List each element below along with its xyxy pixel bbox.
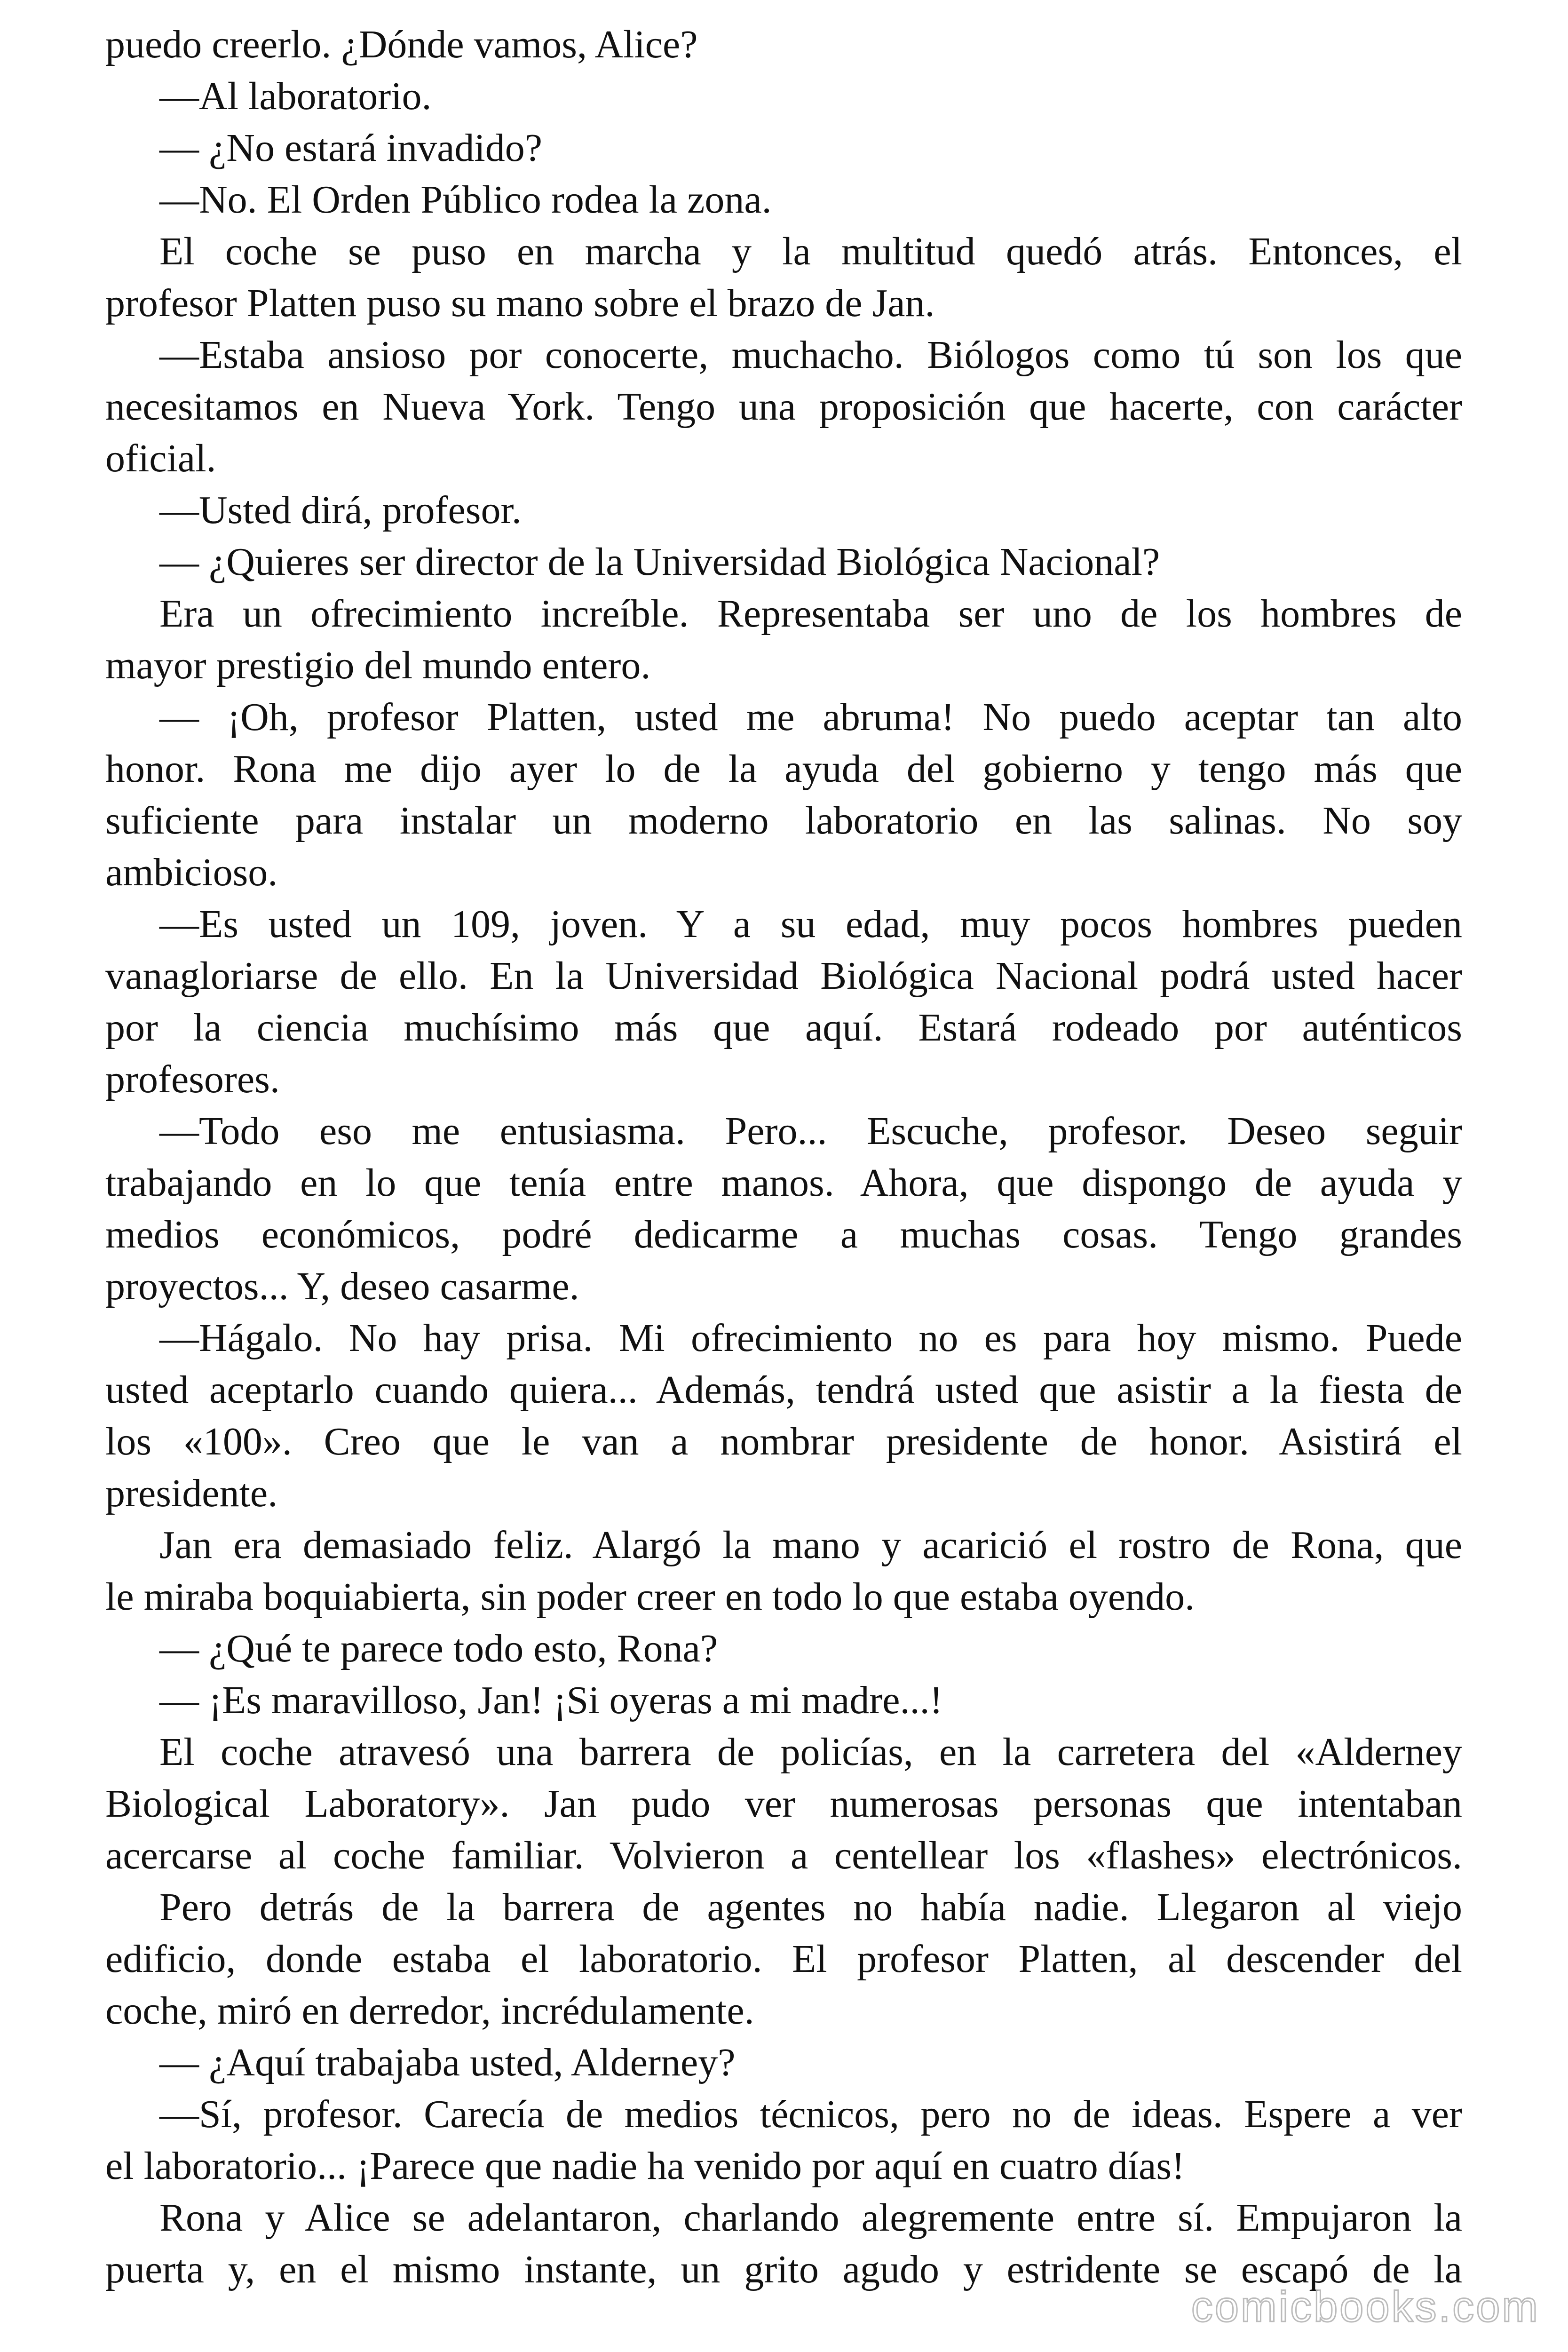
text-line: — ¿Quieres ser director de la Universidad Biológica Nacional?	[159, 540, 1160, 584]
text-line: le miraba boquiabierta, sin poder creer en todo lo que estaba oyendo.	[105, 1575, 1195, 1619]
text-line: usted aceptarlo cuando quiera... Además, tendrá usted que asistir a la fiesta de	[105, 1368, 1462, 1412]
text-line: los «100». Creo que le van a nombrar presidente de honor. Asistirá el	[105, 1420, 1462, 1463]
text-line: vanagloriarse de ello. En la Universidad Biológica Nacional podrá usted hacer	[105, 954, 1462, 998]
text-line: edificio, donde estaba el laboratorio. El profesor Platten, al descender del	[105, 1937, 1462, 1981]
text-line: profesor Platten puso su mano sobre el brazo de Jan.	[105, 281, 935, 325]
text-line: coche, miró en derredor, incrédulamente.	[105, 1989, 754, 2033]
text-line: — ¡Oh, profesor Platten, usted me abruma! No puedo aceptar tan alto	[159, 695, 1462, 739]
text-line: —Estaba ansioso por conocerte, muchacho. Biólogos como tú son los que	[159, 333, 1462, 377]
text-line: Biological Laboratory». Jan pudo ver numerosas personas que intentaban	[105, 1782, 1462, 1826]
text-line: suficiente para instalar un moderno laboratorio en las salinas. No soy	[105, 799, 1462, 842]
text-line: mayor prestigio del mundo entero.	[105, 644, 651, 687]
text-line: — ¿Qué te parece todo esto, Rona?	[159, 1627, 718, 1670]
text-line: —Al laboratorio.	[159, 74, 432, 118]
text-line: oficial.	[105, 437, 216, 480]
text-line: — ¿No estará invadido?	[159, 126, 543, 170]
text-line: trabajando en lo que tenía entre manos. Ahora, que dispongo de ayuda y	[105, 1161, 1462, 1205]
text-line: por la ciencia muchísimo más que aquí. Estará rodeado por auténticos	[105, 1006, 1462, 1049]
text-line: — ¡Es maravilloso, Jan! ¡Si oyeras a mi madre...!	[159, 1678, 943, 1722]
text-line: Era un ofrecimiento increíble. Representaba ser uno de los hombres de	[159, 592, 1462, 636]
book-page-text	[105, 19, 1462, 2296]
text-line: necesitamos en Nueva York. Tengo una proposición que hacerte, con carácter	[105, 385, 1462, 429]
text-line: —Usted dirá, profesor.	[159, 488, 522, 532]
text-line: ambicioso.	[105, 850, 278, 894]
text-line: —No. El Orden Público rodea la zona.	[159, 178, 772, 222]
text-line: presidente.	[105, 1471, 278, 1515]
text-line: —Todo eso me entusiasma. Pero... Escuche, profesor. Deseo seguir	[159, 1109, 1462, 1153]
text-line: Pero detrás de la barrera de agentes no había nadie. Llegaron al viejo	[159, 1885, 1462, 1929]
text-line: medios económicos, podré dedicarme a muchas cosas. Tengo grandes	[105, 1213, 1462, 1256]
text-line: —Hágalo. No hay prisa. Mi ofrecimiento no es para hoy mismo. Puede	[159, 1316, 1462, 1360]
text-line: puerta y, en el mismo instante, un grito agudo y estridente se escapó de la	[105, 2248, 1462, 2291]
text-line: —Sí, profesor. Carecía de medios técnicos, pero no de ideas. Espere a ver	[159, 2092, 1462, 2136]
watermark: comicbooks.com	[1191, 2283, 1540, 2331]
text-line: puedo creerlo. ¿Dónde vamos, Alice?	[105, 23, 698, 66]
text-line: Jan era demasiado feliz. Alargó la mano y acarició el rostro de Rona, que	[159, 1523, 1462, 1567]
text-line: El coche se puso en marcha y la multitud quedó atrás. Entonces, el	[159, 230, 1462, 273]
text-line: —Es usted un 109, joven. Y a su edad, muy pocos hombres pueden	[159, 902, 1462, 946]
text-line: proyectos... Y, deseo casarme.	[105, 1264, 579, 1308]
text-line: acercarse al coche familiar. Volvieron a centellear los «flashes» electrónicos.	[105, 1834, 1462, 1877]
text-line: Rona y Alice se adelantaron, charlando alegremente entre sí. Empujaron la	[159, 2196, 1462, 2240]
text-line: honor. Rona me dijo ayer lo de la ayuda del gobierno y tengo más que	[105, 747, 1462, 791]
text-line: — ¿Aquí trabajaba usted, Alderney?	[159, 2041, 736, 2084]
text-line: El coche atravesó una barrera de policías, en la carretera del «Alderney	[159, 1730, 1462, 1774]
text-line: el laboratorio... ¡Parece que nadie ha venido por aquí en cuatro días!	[105, 2144, 1185, 2188]
text-line: profesores.	[105, 1057, 280, 1101]
